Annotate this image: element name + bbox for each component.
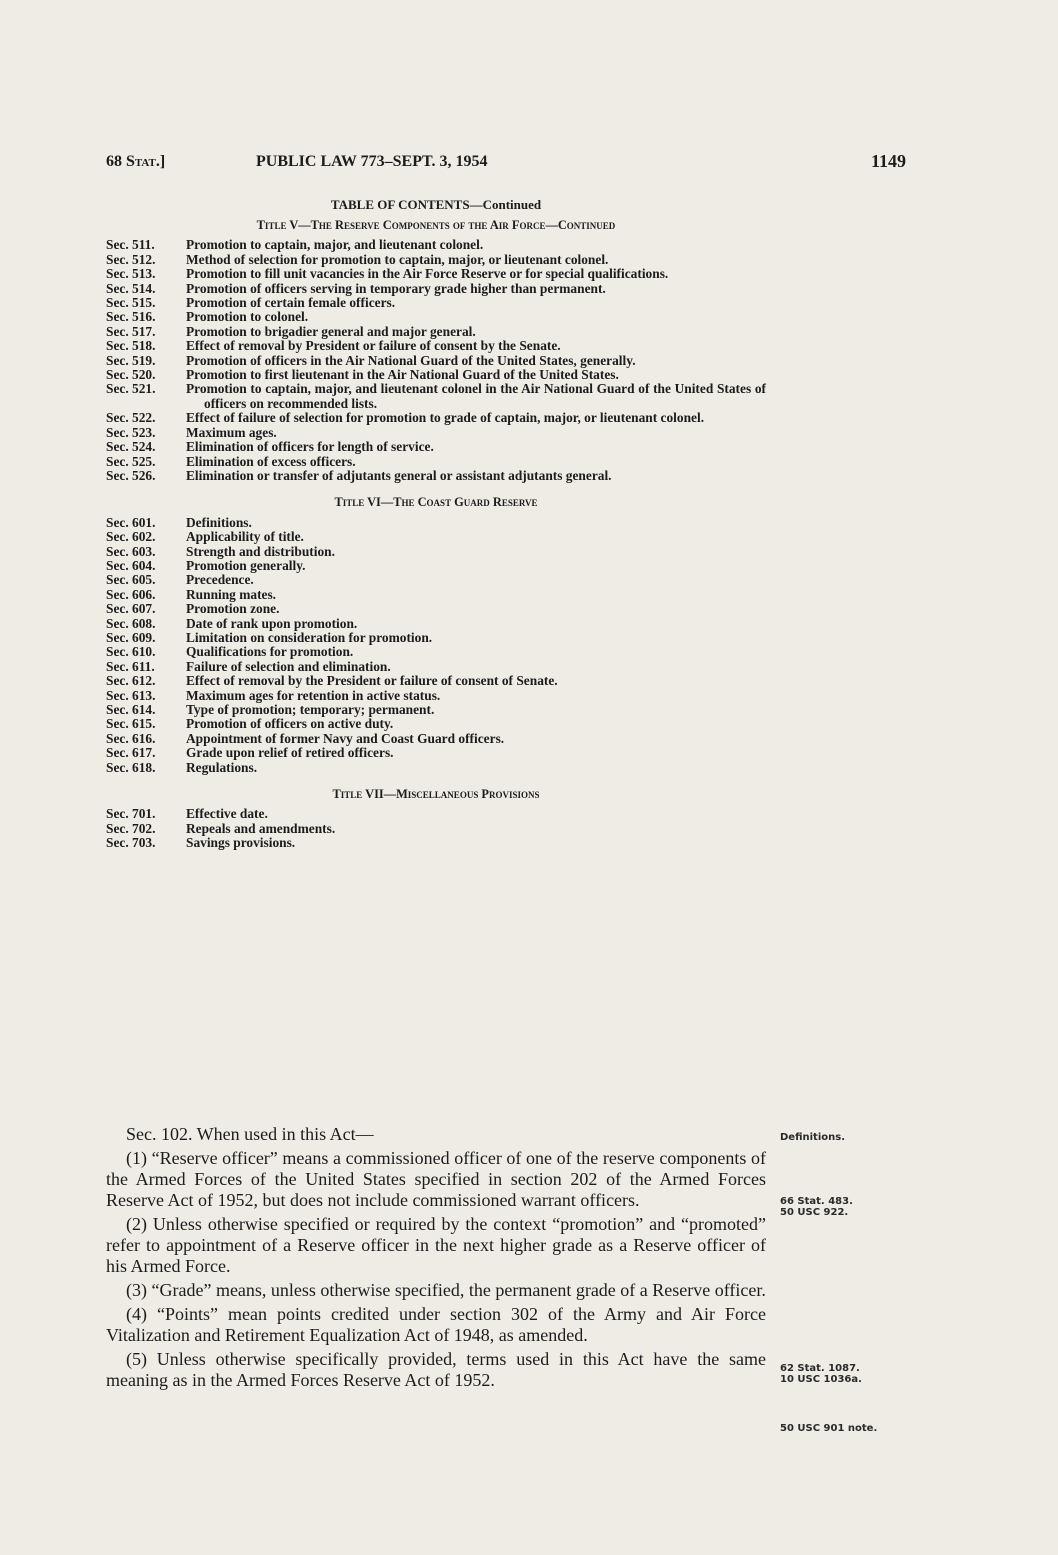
toc-entry xyxy=(106,516,766,530)
toc-section-title: Repeals and amendments. xyxy=(186,820,336,836)
toc-section-number: Sec. 515. xyxy=(106,295,156,311)
toc-title-heading: Title V—The Reserve Components of the Air Force—Continued xyxy=(256,218,616,232)
page-header xyxy=(106,153,906,177)
toc-section-title: Maximum ages. xyxy=(186,424,277,440)
toc-section-number: Sec. 526. xyxy=(106,467,156,483)
toc-entry xyxy=(106,559,766,573)
toc-section-number: Sec. 612. xyxy=(106,673,156,689)
toc-section-title: Promotion of officers serving in temporary grade higher than permanent. xyxy=(186,280,606,296)
toc-entry xyxy=(106,645,766,659)
toc-section-number: Sec. 603. xyxy=(106,543,156,559)
toc-entry xyxy=(106,238,766,252)
toc-section-title: Promotion to colonel. xyxy=(186,309,309,325)
toc-section-title: Limitation on consideration for promotion. xyxy=(186,629,433,645)
toc-section-title: Definitions. xyxy=(186,514,252,530)
toc-entry xyxy=(106,325,766,339)
toc-section-number: Sec. 521. xyxy=(106,381,156,397)
toc-section-title: Promotion of certain female officers. xyxy=(186,295,396,311)
toc-section-title: Running mates. xyxy=(186,586,277,602)
toc-section-number: Sec. 702. xyxy=(106,820,156,836)
toc-entry xyxy=(106,440,766,454)
margin-note-stat-1087: 62 Stat. 1087. xyxy=(780,1363,860,1374)
stat-reference: 68 Stat.] xyxy=(106,153,166,170)
body-text xyxy=(106,1124,766,1394)
toc-section-title: Promotion to captain, major, and lieutenant colonel. xyxy=(186,237,484,253)
running-title: PUBLIC LAW 773–SEPT. 3, 1954 xyxy=(256,153,488,170)
toc-section-title: Strength and distribution. xyxy=(186,543,335,559)
toc-entry xyxy=(106,836,766,850)
toc-section-number: Sec. 602. xyxy=(106,529,156,545)
toc-section-number: Sec. 519. xyxy=(106,352,156,368)
toc-section-title: Promotion to brigadier general and major general. xyxy=(186,323,476,339)
toc-section-title: Maximum ages for retention in active status. xyxy=(186,687,441,703)
toc-section-number: Sec. 516. xyxy=(106,309,156,325)
margin-note-usc-922: 50 USC 922. xyxy=(780,1207,849,1218)
body-paragraph: (3) “Grade” means, unless otherwise specified, the permanent grade of a Reserve officer. xyxy=(126,1280,766,1300)
toc-section-number: Sec. 522. xyxy=(106,410,156,426)
toc-section-title: Promotion zone. xyxy=(186,601,280,617)
toc-section-title: Regulations. xyxy=(186,759,258,775)
margin-note-usc-1036a: 10 USC 1036a. xyxy=(780,1374,862,1385)
toc-section-list xyxy=(106,238,766,483)
toc-section-title: Appointment of former Navy and Coast Guard officers. xyxy=(186,730,505,746)
toc-heading: TABLE OF CONTENTS—Continued xyxy=(330,197,542,212)
toc-section-title: Elimination of excess officers. xyxy=(186,453,356,469)
toc-section-title: Failure of selection and elimination. xyxy=(186,658,391,674)
toc-entry xyxy=(106,689,766,703)
toc-section-title: Promotion to captain, major, and lieutenant colonel in the Air National Guard of the United States of officers on recommended lists. xyxy=(186,381,766,411)
toc-section-number: Sec. 607. xyxy=(106,601,156,617)
toc-section-title: Effective date. xyxy=(186,806,268,822)
toc-section-number: Sec. 616. xyxy=(106,730,156,746)
toc-title-heading: Title VII—Miscellaneous Provisions xyxy=(332,787,540,802)
toc-entry xyxy=(106,674,766,688)
toc-section-number: Sec. 618. xyxy=(106,759,156,775)
toc-section-number: Sec. 613. xyxy=(106,687,156,703)
toc-section-number: Sec. 609. xyxy=(106,629,156,645)
toc-section-title: Qualifications for promotion. xyxy=(186,644,354,660)
toc-titles xyxy=(106,218,766,851)
toc-section-title: Precedence. xyxy=(186,572,254,588)
toc-entry xyxy=(106,617,766,631)
toc-entry xyxy=(106,822,766,836)
toc-section-title: Promotion generally. xyxy=(186,557,306,573)
toc-section-title: Effect of removal by President or failure of consent by the Senate. xyxy=(186,338,561,354)
body-paragraph: (4) “Points” mean points credited under section 302 of the Army and Air Force Vitalization and Retirement Equalization Act of 1948, as amended. xyxy=(106,1304,766,1345)
toc-entry xyxy=(106,660,766,674)
toc-entry xyxy=(106,631,766,645)
toc-section-title: Method of selection for promotion to captain, major, or lieutenant colonel. xyxy=(186,251,609,267)
toc-section-number: Sec. 703. xyxy=(106,835,156,851)
toc-section-number: Sec. 701. xyxy=(106,806,156,822)
margin-note-definitions: Definitions. xyxy=(780,1132,845,1143)
body-paragraph: (2) Unless otherwise specified or required by the context “promotion” and “promoted” refer to appointment of a Reserve officer in the next higher grade as a Reserve officer of his Armed Force. xyxy=(106,1214,766,1276)
toc-section-title: Elimination of officers for length of service. xyxy=(186,439,434,455)
toc-section-number: Sec. 610. xyxy=(106,644,156,660)
toc-entry xyxy=(106,253,766,267)
toc-section-number: Sec. 606. xyxy=(106,586,156,602)
page-number: 1149 xyxy=(870,151,906,171)
toc-entry xyxy=(106,530,766,544)
toc-section-number: Sec. 604. xyxy=(106,557,156,573)
toc-section-number: Sec. 518. xyxy=(106,338,156,354)
toc-entry xyxy=(106,761,766,775)
toc-entry xyxy=(106,602,766,616)
margin-note-usc-901: 50 USC 901 note. xyxy=(780,1423,878,1434)
toc-section-number: Sec. 514. xyxy=(106,280,156,296)
toc-section-number: Sec. 601. xyxy=(106,514,156,530)
toc-section-title: Effect of removal by the President or failure of consent of Senate. xyxy=(186,673,558,689)
toc-section-number: Sec. 611. xyxy=(106,658,155,674)
toc-section-number: Sec. 524. xyxy=(106,439,156,455)
toc-section-title: Effect of failure of selection for promotion to grade of captain, major, or lieutenant colonel. xyxy=(186,410,705,426)
toc-section-title: Grade upon relief of retired officers. xyxy=(186,745,394,761)
toc-entry xyxy=(106,746,766,760)
toc-section-title: Savings provisions. xyxy=(186,835,296,851)
toc-entry xyxy=(106,703,766,717)
toc-entry xyxy=(106,545,766,559)
toc-section-number: Sec. 608. xyxy=(106,615,156,631)
toc-entry xyxy=(106,339,766,353)
toc-entry xyxy=(106,411,766,425)
toc-section-title: Type of promotion; temporary; permanent. xyxy=(186,702,435,717)
toc-section-number: Sec. 617. xyxy=(106,745,156,761)
toc-entry xyxy=(106,455,766,469)
body-paragraph: Sec. 102. When used in this Act— xyxy=(126,1124,374,1144)
toc-section-title: Elimination or transfer of adjutants general or assistant adjutants general. xyxy=(186,467,612,483)
toc-section-title: Promotion to first lieutenant in the Air National Guard of the United States. xyxy=(186,367,619,383)
toc-section-number: Sec. 520. xyxy=(106,367,156,383)
toc-section-list xyxy=(106,807,766,850)
toc-section-number: Sec. 523. xyxy=(106,424,156,440)
table-of-contents xyxy=(106,198,766,851)
toc-section-number: Sec. 517. xyxy=(106,323,156,339)
toc-entry xyxy=(106,717,766,731)
toc-entry xyxy=(106,469,766,483)
toc-entry xyxy=(106,296,766,310)
toc-section-number: Sec. 605. xyxy=(106,572,156,588)
toc-entry xyxy=(106,807,766,821)
body-paragraph: (1) “Reserve officer” means a commissioned officer of one of the reserve components of the Armed Forces of the United States specified in section 202 of the Armed Forces Reserve Act of 1952, but does not include commissioned warrant officers. xyxy=(106,1148,766,1210)
toc-title-heading: Title VI—The Coast Guard Reserve xyxy=(334,495,538,510)
toc-section-list xyxy=(106,516,766,775)
toc-entry xyxy=(106,732,766,746)
toc-section-title: Date of rank upon promotion. xyxy=(186,615,358,631)
toc-entry xyxy=(106,310,766,324)
toc-section-title: Promotion of officers in the Air National Guard of the United States, generally. xyxy=(186,352,636,368)
toc-section-number: Sec. 512. xyxy=(106,251,156,267)
toc-section-number: Sec. 525. xyxy=(106,453,156,469)
toc-section-number: Sec. 511. xyxy=(106,237,155,253)
toc-entry xyxy=(106,382,766,411)
toc-entry xyxy=(106,354,766,368)
margin-note-stat-483: 66 Stat. 483. xyxy=(780,1196,853,1207)
body-paragraph: (5) Unless otherwise specifically provided, terms used in this Act have the same meaning as in the Armed Forces Reserve Act of 1952. xyxy=(106,1349,766,1390)
toc-section-title: Promotion to fill unit vacancies in the Air Force Reserve or for special qualifications. xyxy=(186,266,669,282)
toc-section-number: Sec. 513. xyxy=(106,266,156,282)
toc-section-title: Applicability of title. xyxy=(186,529,304,545)
toc-section-number: Sec. 614. xyxy=(106,702,156,717)
toc-entry xyxy=(106,588,766,602)
toc-section-title: Promotion of officers on active duty. xyxy=(186,716,394,732)
toc-entry xyxy=(106,426,766,440)
toc-entry xyxy=(106,267,766,281)
toc-entry xyxy=(106,282,766,296)
toc-entry xyxy=(106,368,766,382)
toc-entry xyxy=(106,573,766,587)
toc-section-number: Sec. 615. xyxy=(106,716,156,732)
